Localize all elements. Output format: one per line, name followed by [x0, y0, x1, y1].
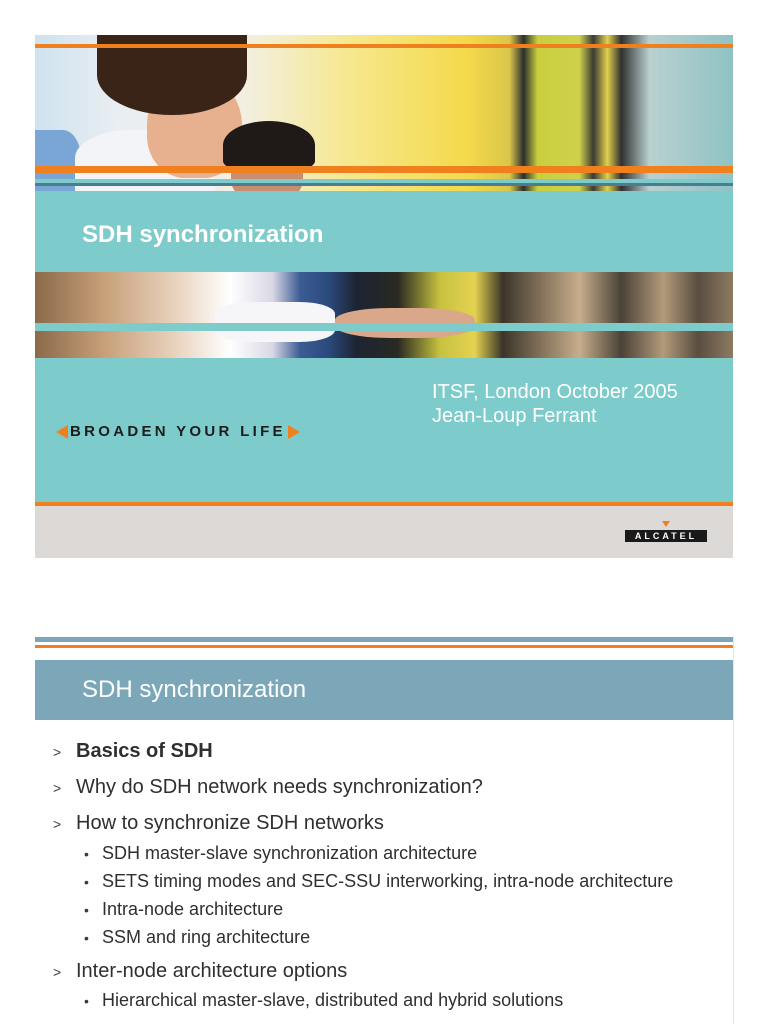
- desk-photo: [35, 272, 733, 358]
- tagline-text: BROADEN YOUR LIFE: [70, 423, 286, 440]
- list-item: [53, 812, 384, 835]
- sub-bullet-marker: •: [84, 846, 89, 862]
- teal-stripe: [35, 323, 733, 331]
- sub-list-item-text: Intra-node architecture: [102, 899, 284, 919]
- sub-list-item-text: SSM and ring architecture: [102, 927, 311, 947]
- sub-list-item-text: Hierarchical master-slave, distributed and hybrid solutions: [102, 990, 564, 1010]
- list-item-text: Why do SDH network needs synchronization?: [76, 776, 483, 798]
- blue-stripe: [35, 637, 733, 642]
- company-logo: ALCATEL: [625, 530, 707, 542]
- agenda-slide: [35, 635, 734, 1024]
- photo-detail: [215, 302, 335, 342]
- list-item-text: How to synchronize SDH networks: [76, 812, 384, 834]
- tagline: [56, 423, 300, 440]
- blue-stripe: [35, 183, 733, 186]
- sub-list-item: [84, 871, 673, 892]
- list-item: [53, 740, 213, 763]
- list-item-text: Inter-node architecture options: [76, 960, 348, 982]
- sub-list-item: [84, 927, 310, 948]
- photo-detail: [223, 121, 315, 169]
- orange-stripe: [35, 44, 733, 48]
- sub-bullet-marker: •: [84, 874, 89, 890]
- presenter-name: Jean-Loup Ferrant: [432, 405, 597, 427]
- sub-bullet-marker: •: [84, 993, 89, 1009]
- bullet-marker: >: [53, 816, 62, 832]
- sub-list-item-text: SDH master-slave synchronization architecture: [102, 843, 478, 863]
- title-slide: [35, 35, 733, 558]
- sub-list-item: [84, 899, 283, 920]
- list-item: [53, 960, 347, 983]
- slide-title: SDH synchronization: [82, 221, 324, 248]
- orange-stripe: [35, 166, 733, 173]
- sub-bullet-marker: •: [84, 930, 89, 946]
- bullet-marker: >: [53, 744, 62, 760]
- list-item-text: Basics of SDH: [76, 740, 213, 762]
- orange-stripe: [35, 645, 733, 648]
- list-item: [53, 776, 483, 799]
- event-location-date: ITSF, London October 2005: [432, 381, 678, 403]
- bullet-marker: >: [53, 964, 62, 980]
- sub-bullet-marker: •: [84, 902, 89, 918]
- logo-mark-icon: [662, 521, 670, 527]
- slide-title: SDH synchronization: [82, 676, 307, 703]
- arrow-left-icon: [56, 425, 68, 439]
- sub-list-item: [84, 843, 477, 864]
- bullet-marker: >: [53, 780, 62, 796]
- sub-list-item: [84, 990, 563, 1011]
- arrow-right-icon: [288, 425, 300, 439]
- sub-list-item-text: SETS timing modes and SEC-SSU interworking, intra-node architecture: [102, 871, 674, 891]
